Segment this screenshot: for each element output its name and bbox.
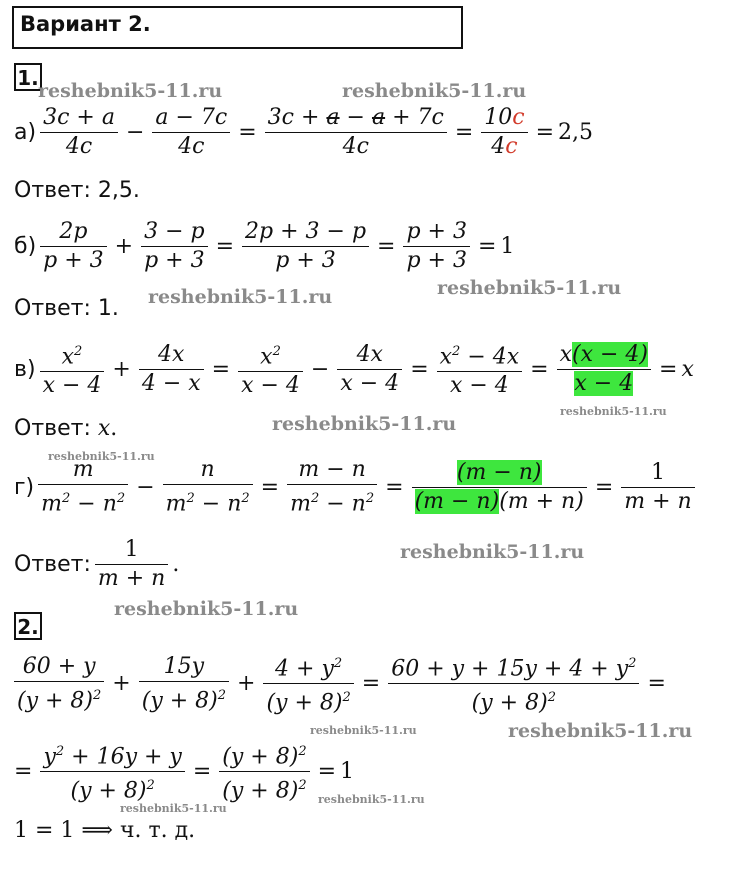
- watermark: reshebnik5-11.ru: [508, 720, 693, 742]
- highlight: (x − 4): [572, 341, 649, 367]
- highlight: (m − n): [456, 459, 542, 485]
- fraction: $\frac{y^2 + 16y + y}{(y + 8)^2}$: [40, 738, 184, 806]
- answer-1g: Ответ: $\frac{1}{m + n}$ .: [14, 537, 180, 591]
- fraction: $\frac{4x}{4 - x}$: [139, 341, 204, 398]
- fraction: $\frac{x^2}{x - 4}$: [238, 338, 303, 400]
- watermark: reshebnik5-11.ru: [148, 286, 333, 308]
- watermark: reshebnik5-11.ru: [437, 277, 622, 299]
- fraction: $\frac{1}{m + n}$: [95, 536, 168, 593]
- fraction: $\frac{a - 7c}{4c}$: [152, 104, 230, 161]
- fraction: $\frac{m - n}{m^2 - n^2}$: [287, 456, 377, 518]
- result: 1: [340, 759, 355, 785]
- fraction: $\frac{x(x - 4)}{x - 4}$: [557, 341, 651, 398]
- equation-1g: г) $\frac{m}{m^2 - n^2}$ − $\frac{n}{m^2 - n^2}$ = $\frac{m - n}{m^2 - n^2}$ = $\frac{(m - n)}{(m - n)(m + n)}$ = $\frac{1}{m + n}$: [14, 456, 699, 518]
- fraction: $\frac{15y}{(y + 8)^2}$: [139, 653, 229, 715]
- equation-1v: в) $\frac{x^2}{x - 4}$ + $\frac{4x}{4 - x}$ = $\frac{x^2}{x - 4}$ − $\frac{4x}{x - 4}$ = $\frac{x^2 - 4x}{x - 4}$ = $\frac{x(x - 4)}{x - 4}$ = x: [14, 338, 694, 400]
- fraction: $\frac{p + 3}{p + 3}$: [403, 218, 470, 275]
- equation-1b: б) $\frac{2p}{p + 3}$ + $\frac{3 - p}{p + 3}$ = $\frac{2p + 3 - p}{p + 3}$ = $\frac{p + 3}{p + 3}$ = 1: [14, 219, 515, 273]
- fraction: $\frac{60 + y}{(y + 8)^2}$: [14, 653, 104, 715]
- watermark: reshebnik5-11.ru: [38, 80, 223, 102]
- item-letter: г): [14, 474, 35, 500]
- variant-title: Вариант 2.: [20, 12, 151, 36]
- fraction: $\frac{3c + a}{4c}$: [40, 104, 118, 161]
- fraction: $\frac{2p + 3 - p}{p + 3}$: [242, 218, 369, 275]
- answer-1v: Ответ: x.: [14, 416, 118, 441]
- watermark: reshebnik5-11.ru: [114, 598, 299, 620]
- fraction: $\frac{10c}{4c}$: [481, 104, 527, 161]
- watermark: reshebnik5-11.ru: [560, 405, 667, 418]
- fraction: $\frac{4 + y^2}{(y + 8)^2}$: [263, 650, 353, 718]
- fraction: $\frac{m}{m^2 - n^2}$: [38, 456, 128, 518]
- answer-1b: Ответ: 1.: [14, 296, 119, 321]
- fraction: $\frac{60 + y + 15y + 4 + y^2}{(y + 8)^2}$: [388, 650, 639, 718]
- fraction: $\frac{3c + a - a + 7c}{4c}$: [265, 104, 447, 161]
- equation-2-line1: $\frac{60 + y}{(y + 8)^2}$ + $\frac{15y}{(y + 8)^2}$ + $\frac{4 + y^2}{(y + 8)^2}$ = $\frac{60 + y + 15y + 4 + y^2}{(y + 8)^2}$ =: [10, 650, 670, 718]
- watermark: reshebnik5-11.ru: [310, 724, 417, 737]
- item-letter: а): [14, 120, 37, 145]
- fraction: $\frac{(m - n)}{(m - n)(m + n)}$: [412, 459, 587, 516]
- conclusion: 1 = 1 ⟹ ч. т. д.: [14, 818, 196, 843]
- highlight: x − 4: [574, 370, 634, 396]
- fraction: $\frac{1}{m + n}$: [621, 459, 694, 516]
- item-letter: в): [14, 356, 36, 382]
- fraction: $\frac{(y + 8)^2}{(y + 8)^2}$: [219, 738, 309, 806]
- variant-title-box: [12, 6, 463, 49]
- watermark: reshebnik5-11.ru: [272, 413, 457, 435]
- fraction: $\frac{n}{m^2 - n^2}$: [163, 456, 253, 518]
- task1-number: 1.: [14, 63, 42, 91]
- watermark: reshebnik5-11.ru: [48, 450, 155, 463]
- watermark: reshebnik5-11.ru: [120, 802, 227, 815]
- fraction: $\frac{4x}{x - 4}$: [337, 341, 402, 398]
- item-letter: б): [14, 234, 37, 259]
- result: 2,5: [558, 120, 594, 145]
- equation-1a: а) $\frac{3c + a}{4c}$ − $\frac{a - 7c}{4c}$ = $\frac{3c + a - a + 7c}{4c}$ = $\frac{10c}{4c}$ = 2,5: [14, 105, 594, 159]
- answer-1a: Ответ: 2,5.: [14, 178, 140, 203]
- fraction: $\frac{x^2 - 4x}{x - 4}$: [437, 338, 523, 400]
- watermark: reshebnik5-11.ru: [342, 80, 527, 102]
- result: x: [681, 356, 694, 382]
- fraction: $\frac{2p}{p + 3}$: [40, 218, 107, 275]
- result: 1: [500, 234, 515, 259]
- fraction: $\frac{3 - p}{p + 3}$: [141, 218, 208, 275]
- equation-2-line2: = $\frac{y^2 + 16y + y}{(y + 8)^2}$ = $\frac{(y + 8)^2}{(y + 8)^2}$ = 1: [14, 738, 354, 806]
- watermark: reshebnik5-11.ru: [400, 541, 585, 563]
- watermark: reshebnik5-11.ru: [318, 793, 425, 806]
- highlight: (m − n): [414, 488, 500, 514]
- task2-number: 2.: [14, 612, 42, 640]
- fraction: $\frac{x^2}{x - 4}$: [40, 338, 105, 400]
